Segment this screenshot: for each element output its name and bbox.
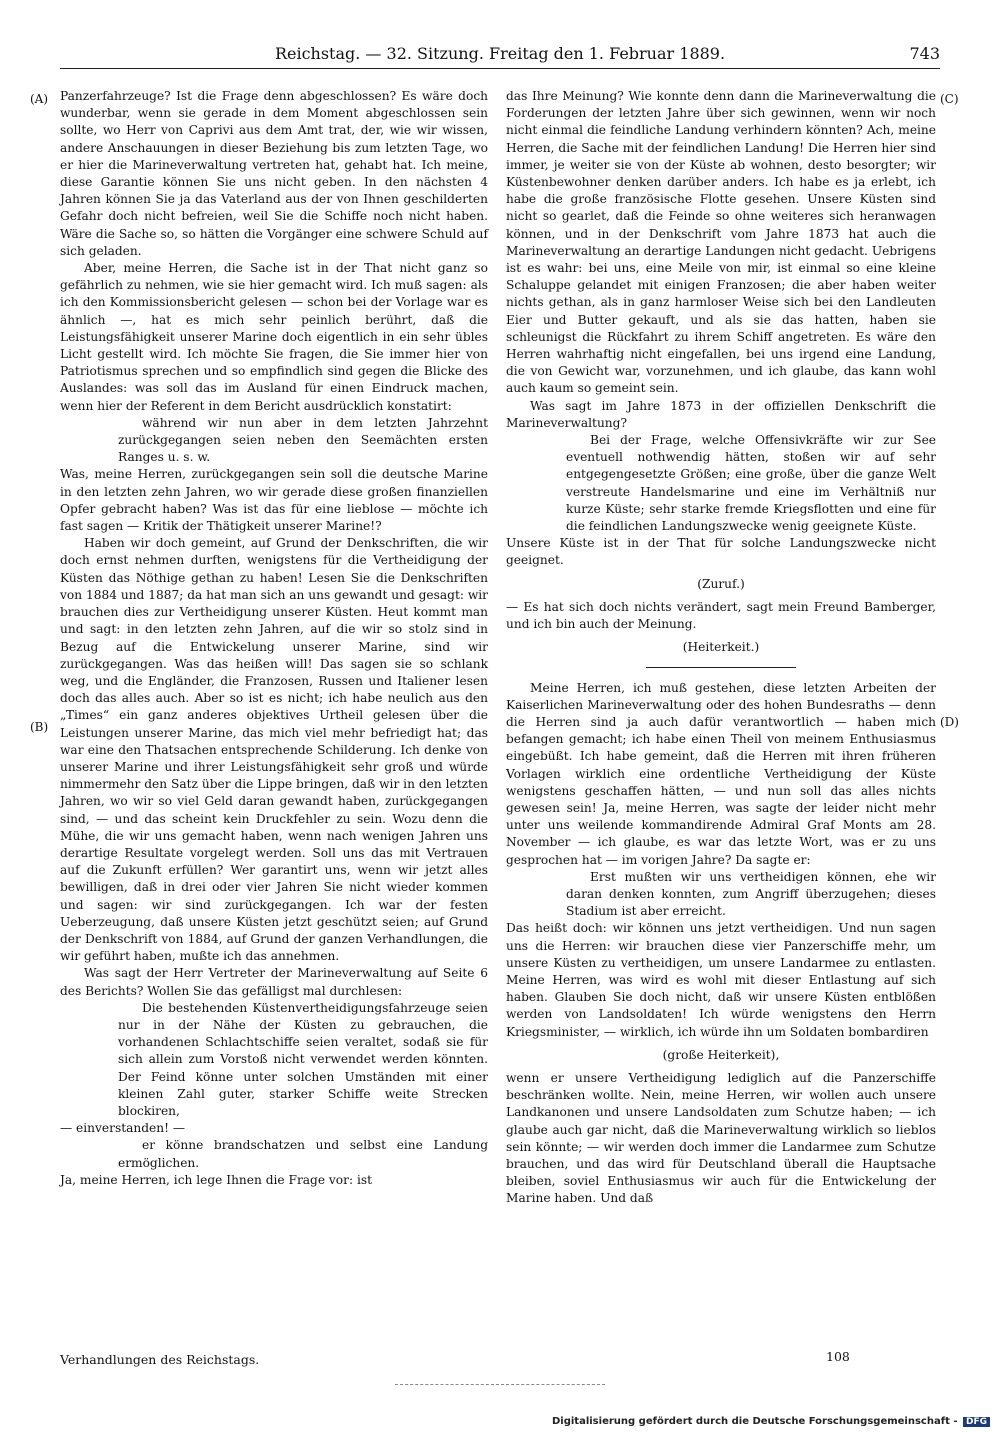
quotation: er könne brandschatzen und selbst eine Landung ermöglichen. [118, 1138, 488, 1170]
interjection: — einverstanden! — [60, 1121, 186, 1136]
margin-marker-d: (D) [940, 715, 959, 729]
divider-line [395, 1384, 605, 1385]
margin-marker-b: (B) [30, 720, 49, 734]
margin-marker-c: (C) [940, 92, 959, 106]
quotation: Erst mußten wir uns vertheidigen können, ehe wir daran denken konnten, zum Angriff überzugehen; dieses Stadium ist aber erreicht. [566, 869, 936, 919]
paragraph: Das heißt doch: wir können uns jetzt vertheidigen. Und nun sagen uns die Herren: wir brauchen diese vier Panzerschiffe mehr, um unsere Küsten zu vertheidigen, um unsere Landarmee zu entlasten. Meine Herren, was wird es wohl mit dieser Entlastung auf sich haben. Glauben Sie doch nicht, daß wir unsere Küsten entblößen werden von Landsoldaten! Ich würde wenigstens den Herrn Kriegsminister, — wirklich, ich würde ihn um Soldaten bombardiren [506, 921, 936, 1039]
left-column [60, 88, 488, 1189]
quotation: Die bestehenden Küstenvertheidigungsfahrzeuge seien nur in der Nähe der Küsten zu gebrauchen, die vorhandenen Schlachtschiffe seien veraltet, sodaß sie für sich allein zum Vorstoß nicht verwendet werden könnten. Der Feind könne unter solchen Umständen mit einer kleinen Zahl guter, starker Schiffe weite Strecken blockiren, [118, 1000, 488, 1118]
paragraph: Was, meine Herren, zurückgegangen sein soll die deutsche Marine in den letzten zehn Jahren, wo wir gerade diese großen finanziellen Opfer gebracht haben? Was ist das für eine lieblose — möchte ich fast sagen — Kritik der Thätigkeit unserer Marine!? [60, 467, 488, 534]
dfg-logo: DFG [963, 1417, 990, 1427]
section-divider [646, 667, 796, 668]
running-title: Reichstag. — 32. Sitzung. Freitag den 1. Februar 1889. [274, 44, 726, 63]
paragraph: — Es hat sich doch nichts verändert, sagt mein Freund Bamberger, und ich bin auch der Meinung. [506, 599, 936, 632]
margin-marker-a: (A) [30, 92, 49, 106]
dfg-credit [552, 1416, 990, 1427]
paragraph: das Ihre Meinung? Wie konnte denn dann die Marineverwaltung die Forderungen der letzten Jahre über sich gewinnen, wenn wir noch nicht einmal die feindliche Landung verhindern könnten? Ach, meine Herren, die Sache mit der feindlichen Landung! Die Herren hier sind immer, je weiter sie von der Küste ab wohnen, desto besorgter; wir Küstenbewohner denken darüber anders. Ich habe es ja erlebt, ich habe die große französische Flotte gesehen. Unsere Küsten sind nicht so gearlet, daß die Feinde so ohne weiteres sich heranwagen können, und in der Denkschrift vom Jahre 1873 hat auch die Marineverwaltung an derartige Landungen nicht gedacht. Uebrigens ist es wahr: bei uns, eine Meile von mir, ist einmal so eine kleine Schaluppe gelandet mit einigen Franzosen; die aber haben weiter nichts gethan, als in ganz harmloser Weise sich bei den Landleuten Eier und Butter gekauft, und als sie das hatten, haben sie schleunigst die Rückfahrt zu ihrem Schiff angetreten. Es wäre den Herren wahrhaftig nicht eingefallen, bei uns irgend eine Landung, die von Gewicht war, vorzunehmen, und ich glaube, das kann wohl auch kaum so gemeint sein. [506, 89, 936, 396]
right-column [506, 88, 936, 1208]
dfg-credit-text: Digitalisierung gefördert durch die Deutsche Forschungsgemeinschaft - [551, 1416, 958, 1427]
paragraph: Panzerfahrzeuge? Ist die Frage denn abgeschlossen? Es wäre doch wunderbar, wenn sie gerade in dem Moment abgeschlossen sein sollte, wo Herr von Caprivi aus dem Amt trat, der, wie wir wissen, andere Anschauungen in dieser Beziehung bis zum letzten Tage, wo er hier die Marineverwaltung vertreten hat, gehabt hat. Ich meine, diese Garantie können Sie uns nicht geben. In den nächsten 4 Jahren können Sie ja das Vaterland aus der von Ihnen geschilderten Gefahr doch nicht befreien, weil Sie die Schiffe noch nicht haben. Wäre die Sache so, so hätten die Vorgänger eine schwere Schuld auf sich geladen. [60, 89, 488, 258]
paragraph: Haben wir doch gemeint, auf Grund der Denkschriften, die wir doch ernst nehmen durften, wenigstens für die Vertheidigung der Küsten das Nöthige gethan zu haben! Lesen Sie die Denkschriften von 1884 und 1887; da hat man sich an uns gewandt und gesagt: wir brauchen dies zur Vertheidigung unserer Küsten. Heut kommt man und sagt: in den letzten zehn Jahren, auf die wir so stolz sind in Bezug auf die Entwickelung unserer Marine, sind wir zurückgegangen. Was das heißen will! Das sagen sie so schlank weg, und die Engländer, die Franzosen, Russen und Italiener lesen doch das alles auch. Aber so ist es nicht; ich habe neulich aus den „Times“ ein ganz anderes objektives Urtheil gelesen über die Leistungen unserer Marine, das mich viel mehr befriedigt hat; das war eine den Thatsachen entsprechende Schilderung. Ich denke von unserer Marine und ihrer Leistungsfähigkeit sehr groß und würde nimmermehr den Satz über die Lippe bringen, daß wir in den letzten Jahren, wo wir so viel Geld daran gewandt haben, zurückgegangen sind, — und das scheint kein Druckfehler zu sein. Wozu denn die Mühe, die wir uns gemacht haben, wenn nach wenigen Jahren uns derartige Resultate vorgelegt werden. Soll uns das mit Vertrauen auf die Zukunft erfüllen? Wer garantirt uns, wenn wir jetzt alles bewilligen, daß in drei oder vier Jahren Sie nicht wieder kommen und sagen: wir sind zurückgegangen. Ich war der festen Ueberzeugung, daß unsere Küsten jetzt geschützt seien; auf Grund der Denkschrift von 1884, auf Grund der ganzen Verhandlungen, die wir geführt haben, mußte ich das annehmen. [60, 536, 488, 964]
stage-direction: (Heiterkeit.) [682, 640, 760, 655]
stage-direction: (Zuruf.) [697, 576, 745, 591]
paragraph: Unsere Küste ist in der That für solche Landungszwecke nicht geeignet. [506, 536, 936, 568]
stage-direction: (große Heiterkeit), [662, 1047, 780, 1062]
paragraph: Meine Herren, ich muß gestehen, diese letzten Arbeiten der Kaiserlichen Marineverwaltung oder des hohen Bundesraths — denn die Herren sind ja auch dafür verantwortlich — haben mich befangen gemacht; ich habe einen Theil von meinem Enthusiasmus eingebüßt. Ich habe gemeint, daß die Herren mit ihren früheren Vorlagen wirklich eine ordentliche Vertheidigung der Küste wenigstens geschaffen hätten, — und nun soll das alles nichts gewesen sein! Ja, meine Herren, was sagte der leider nicht mehr unter uns weilende kommandirende Admiral Graf Monts am 28. November — ich glaube, es war das letzte Wort, was er zu uns gesprochen hat — im vorigen Jahre? Da sagte er: [506, 680, 936, 867]
page-header [60, 42, 940, 69]
paragraph: wenn er unsere Vertheidigung lediglich auf die Panzerschiffe beschränken wollte. Nein, meine Herren, wir wollen auch unsere Landkanonen und unsere Landsoldaten zum Schutze haben; — ich glaube auch gar nicht, daß die Marineverwaltung wirklich so lieblos sein könnte; — wir werden doch immer die Landarmee zum Schutze brauchen, und das wird für Deutschland überall die Hauptsache bleiben, soviel Enthusiasmus wir auch für die Entwickelung der Marine haben. Und daß [506, 1070, 936, 1206]
paragraph: Ja, meine Herren, ich lege Ihnen die Frage vor: ist [60, 1172, 373, 1187]
paragraph: Aber, meine Herren, die Sache ist in der That nicht ganz so gefährlich zu nehmen, wie sie hier gemacht wird. Ich muß sagen: als ich den Kommissionsbericht gelesen — schon bei der Vorlage war es ähnlich —, hat es mich sehr peinlich berührt, daß die Leistungsfähigkeit unserer Marine doch eigentlich in ein sehr übles Licht gestellt wird. Ich möchte Sie fragen, die Sie immer hier von Patriotismus sprechen und so empfindlich sind gegen die Blicke des Auslandes: was soll das im Ausland für einen Eindruck machen, wenn hier der Referent in dem Bericht ausdrücklich konstatirt: [60, 261, 488, 413]
paragraph: Was sagt der Herr Vertreter der Marineverwaltung auf Seite 6 des Berichts? Wollen Sie das gefälligst mal durchlesen: [60, 966, 488, 998]
paragraph: Was sagt im Jahre 1873 in der offiziellen Denkschrift die Marineverwaltung? [506, 398, 936, 430]
footer-source: Verhandlungen des Reichstags. [60, 1352, 260, 1367]
page-number: 743 [909, 44, 940, 63]
quotation: Bei der Frage, welche Offensivkräfte wir zur See eventuell nothwendig hätten, stoßen wir auf sehr entgegengesetzte Größen; eine große, über die ganze Welt verstreute Handelsmarine und eine im Verhältniß nur kurze Küste; sehr starke fremde Kriegsflotten und eine für die feindlichen Landungszwecke wenig geeignete Küste. [566, 433, 936, 534]
sheet-number: 108 [826, 1349, 850, 1364]
quotation: während wir nun aber in dem letzten Jahrzehnt zurückgegangen seien neben den Seemächten ersten Ranges u. s. w. [118, 415, 488, 465]
